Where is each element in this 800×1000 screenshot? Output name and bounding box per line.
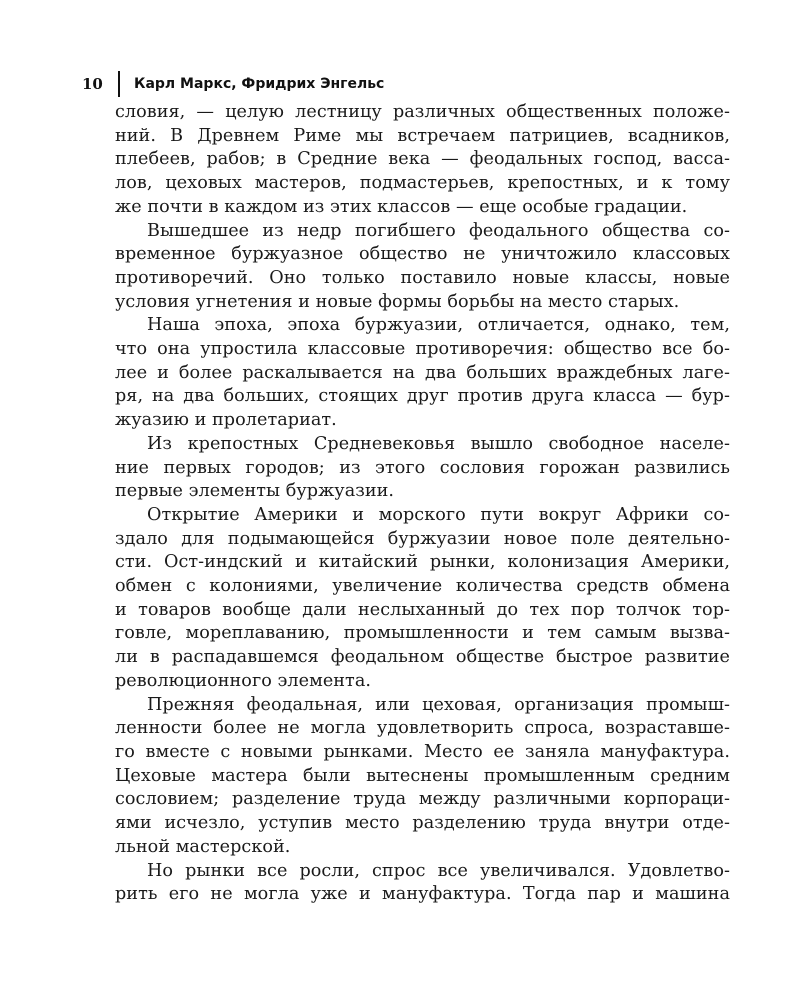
page-number: 10 <box>82 75 103 93</box>
text-line: ря, на два больших, стоящих друг против друга класса — бур- <box>115 386 730 407</box>
text-line: лов, цеховых мастеров, подмастерьев, крепостных, и к тому <box>115 173 730 194</box>
text-line: условия угнетения и новые формы борьбы на место старых. <box>115 291 680 312</box>
paragraph <box>115 860 730 907</box>
running-title: Карл Маркс, Фридрих Энгельс <box>134 76 385 92</box>
paragraph <box>115 220 730 315</box>
text-line: словия, — целую лестницу различных общественных положе- <box>115 102 730 122</box>
body-text <box>115 101 730 907</box>
text-line: Цеховые мастера были вытеснены промышленным средним <box>115 765 730 786</box>
text-line: ний. В Древнем Риме мы встречаем патрициев, всадников, <box>115 125 730 146</box>
text-line: и товаров вообще дали неслыханный до тех пор толчок тор- <box>115 599 730 620</box>
text-line: Прежняя феодальная, или цеховая, организация промыш- <box>147 694 730 715</box>
text-line: го вместе с новыми рынками. Место ее заняла мануфактура. <box>115 741 730 762</box>
text-line: обмен с колониями, увеличение количества средств обмена <box>115 576 730 597</box>
paragraph <box>115 314 730 433</box>
text-line: жуазию и пролетариат. <box>115 410 337 431</box>
running-head <box>82 70 384 98</box>
text-line: революционного элемента. <box>115 670 372 691</box>
text-line: ли в распадавшемся феодальном обществе быстрое развитие <box>115 647 730 668</box>
text-line: Наша эпоха, эпоха буржуазии, отличается, однако, тем, <box>147 315 730 336</box>
paragraph <box>115 504 730 694</box>
text-line: льной мастерской. <box>115 836 291 857</box>
text-line: Вышедшее из недр погибшего феодального общества со- <box>147 220 730 241</box>
paragraph <box>115 694 730 860</box>
text-line: лее и более раскалывается на два больших враждебных лаге- <box>115 362 730 383</box>
text-line: противоречий. Оно только поставило новые классы, новые <box>115 267 730 288</box>
text-line: здало для подымающейся буржуазии новое поле деятельно- <box>115 528 730 549</box>
text-line: плебеев, рабов; в Средние века — феодальных господ, васса- <box>115 149 730 170</box>
text-line: временное буржуазное общество не уничтожило классовых <box>115 244 730 265</box>
text-line: же почти в каждом из этих классов — еще особые градации. <box>115 196 688 217</box>
paragraph <box>115 101 730 220</box>
text-line: Но рынки все росли, спрос все увеличивался. Удовлетво- <box>147 860 730 881</box>
paragraph <box>115 433 730 504</box>
text-line: ями исчезло, уступив место разделению труда внутри отде- <box>115 813 730 834</box>
text-line: первые элементы буржуазии. <box>115 481 395 502</box>
text-line: сти. Ост-индский и китайский рынки, колонизация Америки, <box>115 552 730 573</box>
text-line: Открытие Америки и морского пути вокруг Африки со- <box>147 504 730 525</box>
text-line: ленности более не могла удовлетворить спроса, возраставше- <box>115 718 730 739</box>
text-line: что она упростила классовые противоречия: общество все бо- <box>115 339 730 360</box>
text-line: ние первых городов; из этого сословия горожан развились <box>115 457 730 478</box>
text-line: сословием; разделение труда между различными корпораци- <box>115 789 730 810</box>
text-line: рить его не могла уже и мануфактура. Тогда пар и машина <box>115 884 730 905</box>
text-line: Из крепостных Средневековья вышло свободное населе- <box>147 433 730 454</box>
header-divider <box>118 71 120 97</box>
text-line: говле, мореплаванию, промышленности и тем самым вызва- <box>115 623 730 644</box>
